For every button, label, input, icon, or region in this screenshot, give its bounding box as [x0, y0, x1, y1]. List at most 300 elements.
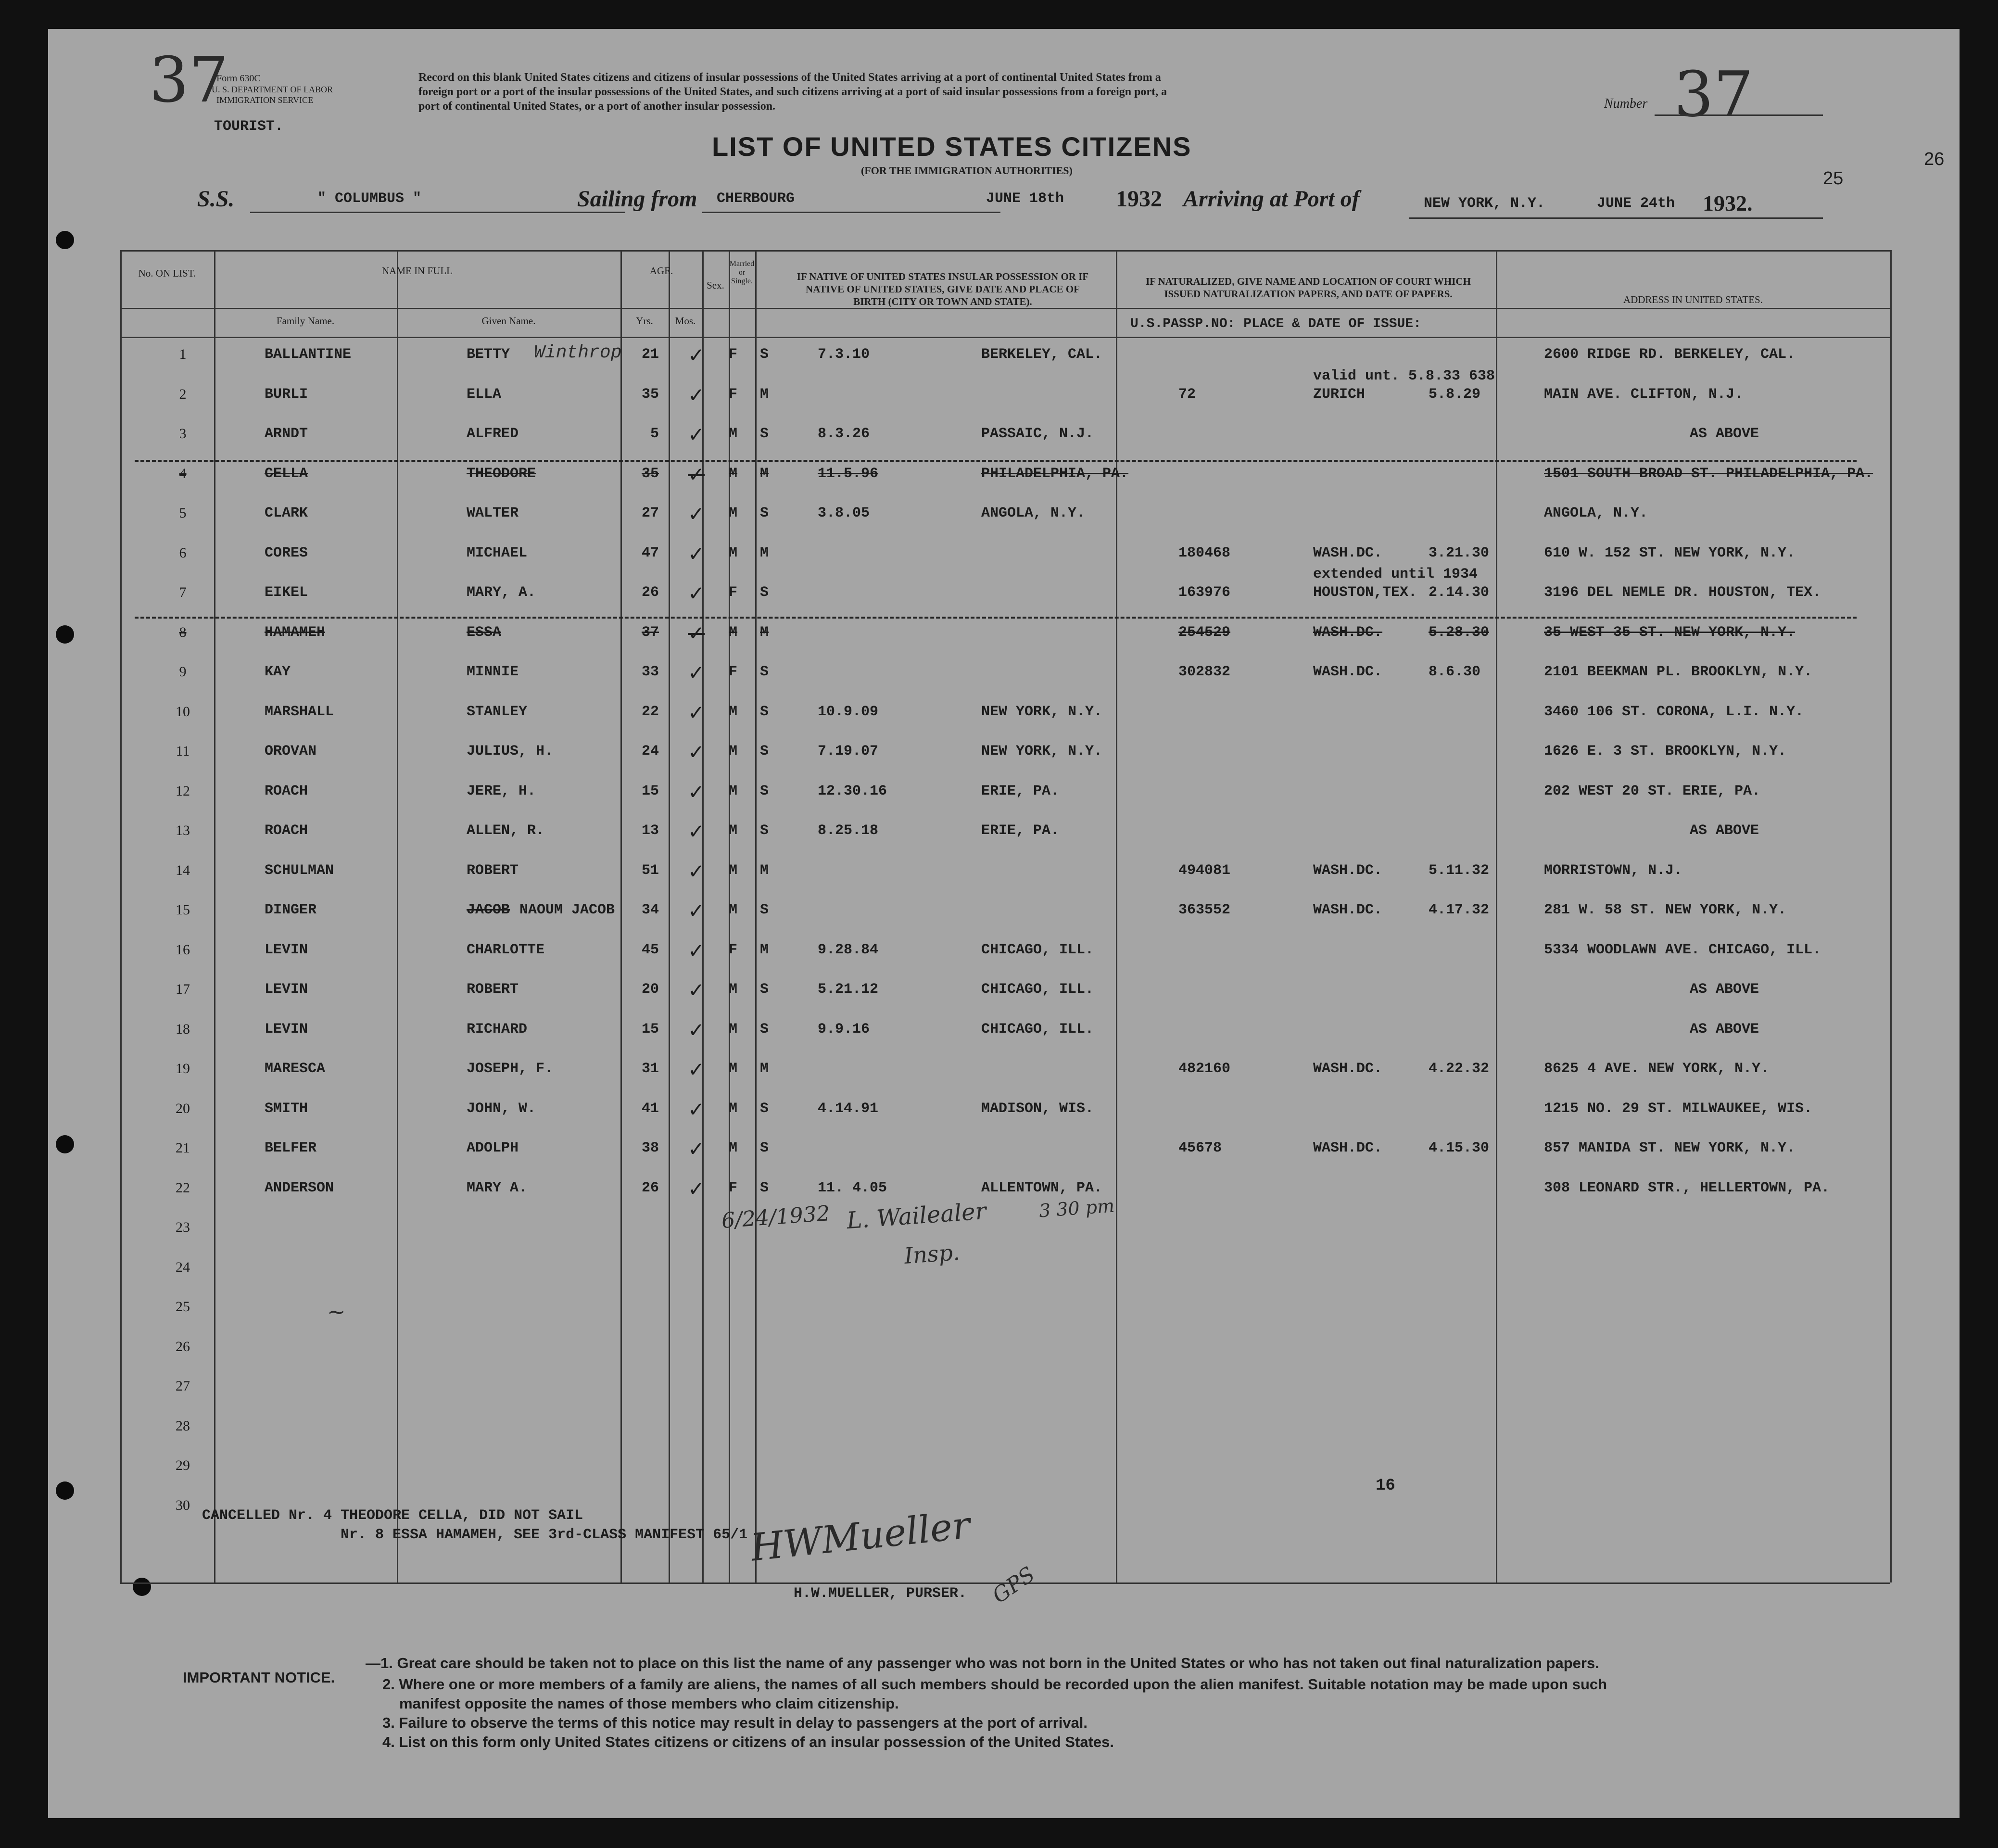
- given-name: MARY, A.: [467, 584, 536, 601]
- sex: M: [729, 1021, 738, 1038]
- birth-date: 8.3.26: [818, 426, 870, 442]
- passport-place: WASH.DC.: [1313, 544, 1383, 561]
- address: 3460 106 ST. CORONA, L.I. N.Y.: [1544, 703, 1804, 720]
- given-name: ELLA: [467, 386, 502, 403]
- passport-number: 494081: [1178, 862, 1231, 879]
- marital-status: S: [760, 981, 769, 998]
- inspector-title: Insp.: [903, 1239, 961, 1269]
- passport-place: ZURICH: [1313, 386, 1366, 403]
- given-name: THEODORE: [467, 465, 536, 482]
- row-number: 12: [176, 783, 190, 799]
- arrive-date: JUNE 24th: [1597, 195, 1675, 212]
- age-years: 24: [641, 743, 659, 759]
- marital-status: S: [760, 346, 769, 363]
- birth-date: 9.28.84: [818, 941, 879, 958]
- table-row: [168, 820, 1972, 862]
- age-years: 45: [641, 941, 659, 958]
- family-name: ROACH: [265, 823, 308, 839]
- birth-place: MADISON, WIS.: [981, 1100, 1094, 1117]
- age-years: 35: [641, 386, 659, 403]
- age-years: 15: [641, 783, 659, 799]
- passport-date: 3.21.30: [1429, 544, 1490, 561]
- address: 2101 BEEKMAN PL. BROOKLYN, N.Y.: [1544, 664, 1813, 680]
- birth-place: CHICAGO, ILL.: [981, 941, 1094, 958]
- purser-name: H.W.MUELLER, PURSER.: [794, 1585, 967, 1602]
- purser-signature: HWMueller: [748, 1504, 973, 1570]
- family-name: LEVIN: [265, 981, 308, 998]
- given-name: ROBERT: [467, 981, 519, 998]
- check-mark-icon: ✓: [688, 1137, 705, 1161]
- row-number: 17: [176, 981, 190, 997]
- sex: M: [729, 544, 738, 561]
- address: 308 LEONARD STR., HELLERTOWN, PA.: [1544, 1179, 1830, 1196]
- row-number: 10: [176, 703, 190, 720]
- passport-date: 2.14.30: [1429, 584, 1490, 601]
- address: 857 MANIDA ST. NEW YORK, N.Y.: [1544, 1140, 1796, 1156]
- birth-place: ERIE, PA.: [981, 783, 1060, 799]
- form-number: Form 630C: [216, 73, 261, 84]
- header-married: Married or Single.: [729, 260, 755, 285]
- given-name: MICHAEL: [467, 544, 528, 561]
- check-mark-icon: ✓: [688, 1018, 705, 1042]
- given-name: JOSEPH, F.: [467, 1061, 554, 1077]
- family-name: SCHULMAN: [265, 862, 334, 879]
- sex: M: [729, 902, 738, 918]
- passenger-class: TOURIST.: [214, 118, 284, 135]
- row-number: 26: [176, 1338, 190, 1354]
- family-name: MARSHALL: [265, 703, 334, 720]
- address: 8625 4 AVE. NEW YORK, N.Y.: [1544, 1061, 1770, 1077]
- empty-table-row: [168, 1219, 1972, 1259]
- age-years: 15: [641, 1021, 659, 1038]
- sex: M: [729, 1100, 738, 1117]
- table-row: [168, 367, 1972, 426]
- header-no: No. ON LIST.: [138, 267, 196, 279]
- passport-date: 5.11.32: [1429, 862, 1490, 879]
- marital-status: M: [760, 1061, 769, 1077]
- page-number-26: 26: [1924, 149, 1945, 169]
- given-name: CHARLOTTE: [467, 941, 545, 958]
- passport-number: 180468: [1178, 544, 1231, 561]
- birth-place: ERIE, PA.: [981, 823, 1060, 839]
- address: 202 WEST 20 ST. ERIE, PA.: [1544, 783, 1761, 799]
- family-name: CELLA: [265, 465, 308, 482]
- header-mos: Mos.: [675, 315, 696, 327]
- passport-number: 72: [1178, 386, 1196, 403]
- family-name: BELFER: [265, 1140, 317, 1156]
- cancellation-line-1: CANCELLED Nr. 4 THEODORE CELLA, DID NOT SAIL: [202, 1507, 583, 1524]
- age-years: 26: [641, 584, 659, 601]
- birth-date: 10.9.09: [818, 703, 879, 720]
- passport-number: 45678: [1178, 1140, 1222, 1156]
- birth-place: CHICAGO, ILL.: [981, 1021, 1094, 1038]
- empty-table-row: [168, 1299, 1972, 1338]
- row-number: 20: [176, 1100, 190, 1116]
- given-name: ADOLPH: [467, 1140, 519, 1156]
- table-row: [168, 462, 1972, 505]
- notice-item-3: 3. Failure to observe the terms of this notice may result in delay to passengers at the port of arrival.: [382, 1714, 1088, 1731]
- row-number: 5: [179, 505, 187, 521]
- given-name: MARY A.: [467, 1179, 528, 1196]
- family-name: BALLANTINE: [265, 346, 352, 363]
- sex: M: [729, 981, 738, 998]
- passport-number: 163976: [1178, 584, 1231, 601]
- handwritten-mark: ~: [327, 1299, 346, 1325]
- birth-date: 8.25.18: [818, 823, 879, 839]
- table-header-divider: [120, 308, 1890, 309]
- check-mark-icon: ✓: [688, 343, 705, 367]
- row-number: 14: [176, 862, 190, 878]
- table-row: [168, 899, 1972, 941]
- age-years: 31: [641, 1061, 659, 1077]
- table-top-border: [120, 250, 1890, 252]
- check-mark-icon: ✓: [688, 542, 705, 566]
- family-name: CLARK: [265, 505, 308, 521]
- sail-date: JUNE 18th: [986, 190, 1064, 207]
- marital-status: M: [760, 386, 769, 403]
- table-row: [168, 502, 1972, 544]
- check-mark-icon: ✓: [688, 978, 705, 1002]
- ss-label: S.S.: [197, 186, 235, 212]
- row-number: 22: [176, 1179, 190, 1196]
- empty-table-row: [168, 1339, 1972, 1378]
- passport-place: WASH.DC.: [1313, 902, 1383, 918]
- given-name: ESSA: [467, 624, 502, 641]
- check-mark-icon: ✓: [688, 780, 705, 804]
- row-number: 2: [179, 386, 187, 402]
- table-row: [168, 542, 1972, 584]
- age-years: 51: [641, 862, 659, 879]
- table-row: [168, 1018, 1972, 1061]
- marital-status: S: [760, 505, 769, 521]
- number-label: Number: [1604, 96, 1648, 111]
- col-line: [120, 250, 122, 1582]
- age-years: 22: [641, 703, 659, 720]
- passport-note: extended until 1934: [1313, 566, 1478, 582]
- passport-date: 5.28.30: [1429, 624, 1490, 641]
- table-row: [168, 661, 1972, 703]
- passport-date: 4.17.32: [1429, 902, 1490, 918]
- marital-status: M: [760, 941, 769, 958]
- notice-item-1: —1. Great care should be taken not to place on this list the name of any passenger who was not born in the United States or who has not taken out final naturalization papers.: [366, 1655, 1599, 1671]
- age-years: 5: [650, 426, 659, 442]
- age-years: 37: [641, 624, 659, 641]
- passport-place: WASH.DC.: [1313, 624, 1383, 641]
- given-name: BETTY: [467, 346, 510, 363]
- check-mark-icon: ✓: [688, 1058, 705, 1081]
- row-number: 24: [176, 1259, 190, 1275]
- row-number: 28: [176, 1418, 190, 1434]
- header-sex: Sex.: [707, 279, 724, 291]
- passport-number: 363552: [1178, 902, 1231, 918]
- table-row: [168, 938, 1972, 981]
- handwritten-list-number: 37: [149, 43, 229, 116]
- marital-status: S: [760, 1179, 769, 1196]
- birth-date: 12.30.16: [818, 783, 887, 799]
- row-number: 3: [179, 426, 187, 442]
- row-number: 6: [179, 544, 187, 561]
- family-name: EIKEL: [265, 584, 308, 601]
- table-row: [168, 1058, 1972, 1100]
- row-number: 23: [176, 1219, 190, 1235]
- check-mark-icon: ✓: [688, 1177, 705, 1201]
- ship-underline: [250, 212, 625, 213]
- address: 1215 NO. 29 ST. MILWAUKEE, WIS.: [1544, 1100, 1813, 1117]
- inspector-time: 3 30 pm: [1038, 1195, 1115, 1222]
- address: 1626 E. 3 ST. BROOKLYN, N.Y.: [1544, 743, 1787, 759]
- inspector-date: 6/24/1932: [721, 1201, 831, 1233]
- passport-place: WASH.DC.: [1313, 862, 1383, 879]
- birth-place: ANGOLA, N.Y.: [981, 505, 1086, 521]
- handwritten-given-name: Winthrop: [534, 342, 622, 363]
- row-number: 15: [176, 902, 190, 918]
- list-subtitle: (FOR THE IMMIGRATION AUTHORITIES): [861, 165, 1073, 177]
- department: U. S. DEPARTMENT OF LABOR: [212, 85, 333, 94]
- row-number: 18: [176, 1021, 190, 1037]
- birth-place: PHILADELPHIA, PA.: [981, 465, 1129, 482]
- birth-date: 11.5.96: [818, 465, 879, 482]
- address: 281 W. 58 ST. NEW YORK, N.Y.: [1544, 902, 1787, 918]
- sex: M: [729, 426, 738, 442]
- passport-place: WASH.DC.: [1313, 1140, 1383, 1156]
- intro-line-3: port of continental United States, or a port of another insular possession.: [418, 100, 776, 113]
- manifest-sheet: [48, 29, 1960, 1818]
- given-name: NAOUM JACOB: [519, 902, 615, 918]
- birth-place: CHICAGO, ILL.: [981, 981, 1094, 998]
- service: IMMIGRATION SERVICE: [216, 95, 314, 105]
- sex: M: [729, 465, 738, 482]
- row-number: 30: [176, 1497, 190, 1513]
- header-passport: U.S.PASSP.NO: PLACE & DATE OF ISSUE:: [1130, 316, 1421, 331]
- address-as-above: AS ABOVE: [1689, 1021, 1759, 1038]
- marital-status: S: [760, 426, 769, 442]
- address: MAIN AVE. CLIFTON, N.J.: [1544, 386, 1744, 403]
- family-name: DINGER: [265, 902, 317, 918]
- marital-status: S: [760, 823, 769, 839]
- passport-note: valid unt. 5.8.33 638: [1313, 367, 1495, 384]
- sex: M: [729, 783, 738, 799]
- sex: M: [729, 624, 738, 641]
- birth-place: BERKELEY, CAL.: [981, 346, 1103, 363]
- row-number: 13: [176, 823, 190, 838]
- notice-item-2: 2. Where one or more members of a family are aliens, the names of all such members should be recorded upon the alien manifest. Suitable notation may be made upon such: [382, 1676, 1607, 1693]
- family-name: KAY: [265, 664, 291, 680]
- check-mark-icon: ✓: [688, 740, 705, 764]
- table-row: [168, 621, 1972, 664]
- family-name: CORES: [265, 544, 308, 561]
- sailing-underline: [702, 212, 1000, 213]
- row-number: 16: [176, 941, 190, 958]
- empty-table-row: [168, 1259, 1972, 1299]
- birth-date: 7.19.07: [818, 743, 879, 759]
- given-name: WALTER: [467, 505, 519, 521]
- header-given-name: Given Name.: [481, 315, 536, 327]
- check-mark-icon: ✓: [688, 700, 705, 724]
- row-number: 29: [176, 1457, 190, 1473]
- table-row: [168, 342, 1972, 386]
- row-number: 27: [176, 1378, 190, 1394]
- marital-status: M: [760, 544, 769, 561]
- check-mark-icon: ✓: [688, 820, 705, 843]
- arrive-underline: [1409, 217, 1823, 219]
- age-years: 26: [641, 1179, 659, 1196]
- address: 1501 SOUTH BROAD ST. PHILADELPHIA, PA.: [1544, 465, 1873, 482]
- table-row: [168, 780, 1972, 823]
- arriving-label: Arriving at Port of: [1183, 186, 1360, 212]
- birth-date: 3.8.05: [818, 505, 870, 521]
- punch-hole: [56, 1135, 74, 1153]
- header-yrs: Yrs.: [636, 315, 653, 327]
- arrive-port: NEW YORK, N.Y.: [1424, 195, 1545, 212]
- intro-line-1: Record on this blank United States citizens and citizens of insular possessions of the United States arriving at a port of continental United States from a: [418, 71, 1161, 84]
- age-years: 21: [641, 346, 659, 363]
- sex: M: [729, 743, 738, 759]
- page-number-25: 25: [1823, 168, 1844, 189]
- birth-date: 11. 4.05: [818, 1179, 887, 1196]
- check-mark-icon: ✓: [688, 661, 705, 684]
- sex: M: [729, 1061, 738, 1077]
- table-row: [168, 1137, 1972, 1179]
- birth-place: ALLENTOWN, PA.: [981, 1179, 1103, 1196]
- given-name: ROBERT: [467, 862, 519, 879]
- check-mark-icon: ✓: [688, 383, 705, 407]
- notice-label: IMPORTANT NOTICE.: [183, 1669, 335, 1686]
- sex: M: [729, 703, 738, 720]
- punch-hole: [56, 231, 74, 249]
- given-name: ALFRED: [467, 426, 519, 442]
- table-row: [168, 859, 1972, 902]
- passport-number: 254529: [1178, 624, 1231, 641]
- sex: F: [729, 584, 738, 601]
- passport-date: 4.22.32: [1429, 1061, 1490, 1077]
- family-name: BURLI: [265, 386, 308, 403]
- marital-status: S: [760, 783, 769, 799]
- address: 5334 WOODLAWN AVE. CHICAGO, ILL.: [1544, 941, 1821, 958]
- intro-line-2: foreign port or a port of the insular possessions of the United States, and such citizens arriving at a port of said insular possessions from a foreign port, a: [418, 86, 1167, 98]
- page-count-mark: 16: [1376, 1477, 1395, 1495]
- age-years: 47: [641, 544, 659, 561]
- table-row: [168, 740, 1972, 783]
- struck-given-name: JACOB: [467, 902, 510, 918]
- address-as-above: AS ABOVE: [1689, 823, 1759, 839]
- table-row: [168, 423, 1972, 465]
- marital-status: M: [760, 624, 769, 641]
- notice-item-4: 4. List on this form only United States citizens or citizens of an insular possession of the United States.: [382, 1734, 1114, 1750]
- address: 610 W. 152 ST. NEW YORK, N.Y.: [1544, 544, 1796, 561]
- birth-date: 7.3.10: [818, 346, 870, 363]
- sail-year: 1932: [1116, 186, 1162, 212]
- check-mark-icon: ✓: [688, 899, 705, 923]
- strike-line-row-8: [135, 617, 1857, 619]
- marital-status: S: [760, 1140, 769, 1156]
- birth-place: NEW YORK, N.Y.: [981, 743, 1103, 759]
- given-name: JERE, H.: [467, 783, 536, 799]
- birth-date: 9.9.16: [818, 1021, 870, 1038]
- check-mark-icon: ✓: [688, 423, 705, 446]
- age-years: 13: [641, 823, 659, 839]
- sex: F: [729, 664, 738, 680]
- handwritten-number: 37: [1674, 58, 1754, 131]
- punch-hole: [56, 1481, 74, 1500]
- row-number: 21: [176, 1140, 190, 1156]
- marital-status: M: [760, 465, 769, 482]
- given-name: MINNIE: [467, 664, 519, 680]
- passport-date: 8.6.30: [1429, 664, 1481, 680]
- sex: F: [729, 346, 738, 363]
- list-title: LIST OF UNITED STATES CITIZENS: [712, 131, 1192, 162]
- marital-status: S: [760, 902, 769, 918]
- table-header-bottom: [120, 337, 1890, 338]
- age-years: 20: [641, 981, 659, 998]
- row-number: 7: [179, 584, 187, 600]
- age-years: 33: [641, 664, 659, 680]
- address: 35 WEST 35 ST. NEW YORK, N.Y.: [1544, 624, 1796, 641]
- marital-status: S: [760, 703, 769, 720]
- family-name: SMITH: [265, 1100, 308, 1117]
- given-name: ALLEN, R.: [467, 823, 545, 839]
- row-number: 1: [179, 346, 187, 362]
- check-mark-icon: ✓: [688, 938, 705, 962]
- inspector-name: L. Wailealer: [846, 1197, 987, 1235]
- sex: M: [729, 505, 738, 521]
- table-row: [168, 700, 1972, 743]
- family-name: LEVIN: [265, 941, 308, 958]
- given-name: RICHARD: [467, 1021, 528, 1038]
- birth-date: 5.21.12: [818, 981, 879, 998]
- family-name: MARESCA: [265, 1061, 326, 1077]
- check-mark-icon: ✓: [688, 462, 705, 486]
- passport-number: 482160: [1178, 1061, 1231, 1077]
- passport-place: HOUSTON,TEX.: [1313, 584, 1417, 601]
- sailing-from: CHERBOURG: [717, 190, 795, 207]
- family-name: HAMAMEH: [265, 624, 326, 641]
- strike-line-row-4: [135, 460, 1857, 462]
- marital-status: S: [760, 664, 769, 680]
- row-number: 4: [179, 465, 187, 481]
- given-name: STANLEY: [467, 703, 528, 720]
- row-number: 8: [179, 624, 187, 640]
- marital-status: S: [760, 584, 769, 601]
- passport-number: 302832: [1178, 664, 1231, 680]
- header-birth: IF NATIVE OF UNITED STATES INSULAR POSSESSION OR IF NATIVE OF UNITED STATES, GIVE DATE AND PLACE OF BIRTH (CITY OR TOWN AND STATE).: [797, 271, 1089, 307]
- table-row: [168, 1097, 1972, 1140]
- row-number: 9: [179, 664, 187, 680]
- header-naturalized: IF NATURALIZED, GIVE NAME AND LOCATION OF COURT WHICH ISSUED NATURALIZATION PAPERS, AND DATE OF PAPERS.: [1146, 276, 1471, 300]
- check-mark-icon: ✓: [688, 582, 705, 605]
- sex: M: [729, 862, 738, 879]
- family-name: ROACH: [265, 783, 308, 799]
- sex: F: [729, 1179, 738, 1196]
- age-years: 38: [641, 1140, 659, 1156]
- address-as-above: AS ABOVE: [1689, 981, 1759, 998]
- address: ANGOLA, N.Y.: [1544, 505, 1648, 521]
- header-name-in-full: NAME IN FULL: [382, 265, 453, 277]
- ship-name: " COLUMBUS ": [317, 190, 422, 207]
- family-name: ANDERSON: [265, 1179, 334, 1196]
- marital-status: S: [760, 743, 769, 759]
- row-number: 25: [176, 1299, 190, 1315]
- empty-table-row: [168, 1378, 1972, 1418]
- family-name: OROVAN: [265, 743, 317, 759]
- given-name: JULIUS, H.: [467, 743, 554, 759]
- marital-status: S: [760, 1021, 769, 1038]
- check-mark-icon: ✓: [688, 621, 705, 645]
- age-years: 35: [641, 465, 659, 482]
- address: MORRISTOWN, N.J.: [1544, 862, 1683, 879]
- punch-hole: [133, 1578, 151, 1596]
- passport-date: 5.8.29: [1429, 386, 1481, 403]
- age-years: 34: [641, 902, 659, 918]
